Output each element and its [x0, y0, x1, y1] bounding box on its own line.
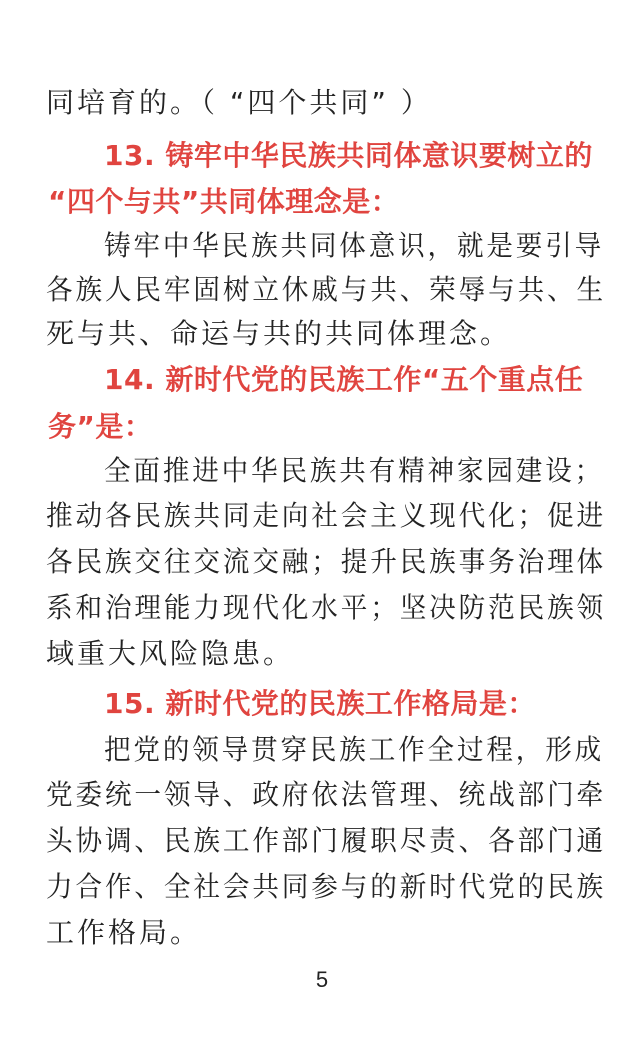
- text-line: 死与共、命运与共的共同体理念。: [46, 317, 512, 350]
- heading-item-15: [104, 684, 614, 724]
- paragraph-15-line-4: [46, 867, 606, 907]
- text-line: 全面推进中华民族共有精神家园建设；: [104, 454, 605, 487]
- text-line: 域重大风险隐患。: [46, 637, 295, 670]
- paragraph-14-line-3: [46, 542, 606, 582]
- paragraph-14-line-4: [46, 588, 606, 628]
- heading-text: 15. 新时代党的民族工作格局是：: [104, 687, 536, 720]
- heading-text: 13. 铸牢中华民族共同体意识要树立的: [104, 139, 593, 172]
- heading-text: “四个与共”共同体理念是：: [48, 185, 400, 218]
- heading-item-14-line-2: [48, 407, 608, 447]
- heading-item-14-line-1: [104, 360, 614, 400]
- heading-text: 务”是：: [48, 410, 153, 443]
- text-line: 系和治理能力现代化水平；坚决防范民族领: [46, 591, 607, 624]
- text-line: 头协调、民族工作部门履职尽责、各部门通: [46, 824, 607, 857]
- paragraph-15-line-3: [46, 821, 606, 861]
- paragraph-14-line-5: [46, 634, 606, 674]
- text-line: 各民族交往交流交融；提升民族事务治理体: [46, 545, 607, 578]
- paragraph-14-line-2: [46, 496, 606, 536]
- text-line: 各族人民牢固树立休戚与共、荣辱与共、生: [46, 273, 607, 306]
- text-line: 工作格局。: [46, 916, 202, 949]
- text-line: 铸牢中华民族共同体意识，就是要引导: [104, 229, 605, 262]
- paragraph-15-line-1: [104, 730, 604, 770]
- text-line: 力合作、全社会共同参与的新时代党的民族: [46, 870, 607, 903]
- page-number: 5: [315, 967, 329, 992]
- paragraph-15-line-2: [46, 775, 606, 815]
- paragraph-13-line-3: [46, 314, 606, 354]
- text-line: 推动各民族共同走向社会主义现代化；促进: [46, 499, 607, 532]
- paragraph-14-line-1: [104, 451, 604, 491]
- text-line-continuation: [46, 83, 606, 123]
- paragraph-13-line-1: [104, 226, 604, 266]
- text-line: 把党的领导贯穿民族工作全过程，形成: [104, 733, 605, 766]
- heading-item-13-line-1: [104, 136, 614, 176]
- paragraph-13-line-2: [46, 270, 606, 310]
- heading-text: 14. 新时代党的民族工作“五个重点任: [104, 363, 584, 396]
- text-line: 党委统一领导、政府依法管理、统战部门牵: [46, 778, 607, 811]
- text-line: 同培育的。（ “四个共同” ）: [46, 86, 432, 119]
- heading-item-13-line-2: [48, 182, 608, 222]
- paragraph-15-line-5: [46, 913, 606, 953]
